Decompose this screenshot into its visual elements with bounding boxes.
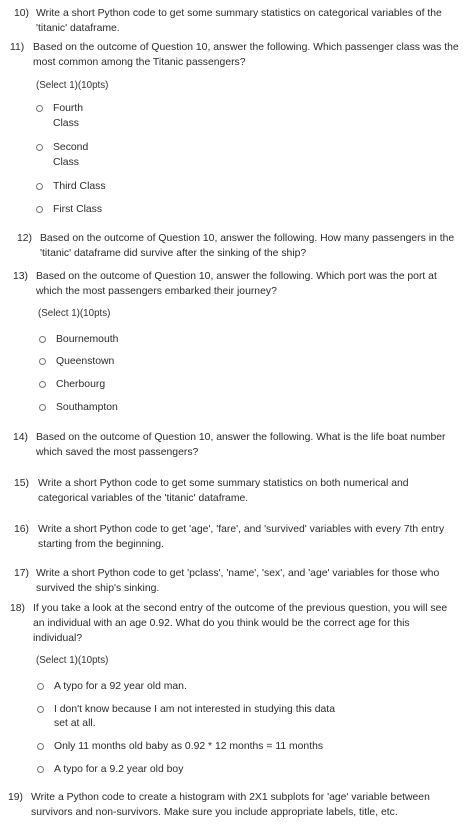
radio-button[interactable]: [37, 743, 44, 750]
option-label[interactable]: A typo for a 9.2 year old boy: [54, 764, 184, 775]
question-text-line: Based on the outcome of Question 10, answer the following. Which passenger class was the: [33, 42, 459, 53]
option-label[interactable]: I don't know because I am not interested in studying this data: [54, 704, 335, 715]
question-text-line: Write a short Python code to get some summary statistics on both numerical and: [38, 478, 409, 489]
option-label[interactable]: set at all.: [54, 718, 96, 729]
question-text-line: 'titanic' dataframe.: [36, 23, 120, 34]
question-text-line: Based on the outcome of Question 10, answer the following. What is the life boat number: [36, 432, 446, 443]
radio-button[interactable]: [36, 144, 43, 151]
option-label[interactable]: Queenstown: [56, 356, 115, 367]
question-number: 15): [14, 478, 30, 489]
question-text-line: which the most passengers embarked their journey?: [36, 286, 277, 297]
question-number: 13): [13, 271, 29, 282]
question-number: 12): [17, 233, 33, 244]
option-label[interactable]: Second: [53, 142, 89, 153]
question-number: 18): [10, 603, 26, 614]
question-text-line: most common among the Titanic passengers?: [33, 57, 246, 68]
question-text-line: Write a short Python code to get 'pclass', 'name', 'sex', and 'age' variables for those who: [36, 568, 440, 579]
option-label[interactable]: A typo for a 92 year old man.: [54, 681, 187, 692]
question-text-line: Write a Python code to create a histogram with 2X1 subplots for 'age' variable between: [31, 792, 430, 803]
option-label[interactable]: Cherbourg: [56, 379, 106, 390]
radio-button[interactable]: [37, 706, 44, 713]
select-instruction: (Select 1)(10pts): [38, 308, 111, 319]
question-text-line: Based on the outcome of Question 10, answer the following. How many passengers in the: [40, 233, 455, 244]
radio-button[interactable]: [37, 766, 44, 773]
question-text-line: If you take a look at the second entry of the outcome of the previous question, you will see: [33, 603, 448, 614]
question-text-line: Write a short Python code to get some summary statistics on categorical variables of the: [36, 8, 442, 19]
question-text-line: Write a short Python code to get 'age', 'fare', and 'survived' variables with every 7th entry: [38, 524, 445, 535]
radio-button[interactable]: [39, 336, 46, 343]
option-label[interactable]: Third Class: [53, 181, 106, 192]
question-text-line: which saved the most passengers?: [36, 447, 199, 458]
radio-button[interactable]: [36, 206, 43, 213]
select-instruction: (Select 1)(10pts): [36, 80, 109, 91]
question-text-line: 'titanic' dataframe did survive after the sinking of the ship?: [40, 248, 307, 259]
radio-button[interactable]: [39, 404, 46, 411]
option-label[interactable]: Only 11 months old baby as 0.92 * 12 months = 11 months: [54, 741, 324, 752]
question-number: 16): [14, 524, 30, 535]
option-label[interactable]: First Class: [53, 204, 103, 215]
question-text-line: Based on the outcome of Question 10, answer the following. Which port was the port at: [36, 271, 437, 282]
question-number: 14): [13, 432, 29, 443]
radio-button[interactable]: [39, 358, 46, 365]
option-label[interactable]: Bournemouth: [56, 334, 119, 345]
option-label[interactable]: Southampton: [56, 402, 118, 413]
radio-button[interactable]: [39, 381, 46, 388]
option-label[interactable]: Class: [53, 118, 79, 129]
question-text-line: individual?: [33, 633, 83, 644]
option-label[interactable]: Class: [53, 157, 79, 168]
question-text-line: survivors and non-survivors. Make sure you include appropriate labels, title, etc.: [31, 807, 398, 818]
question-text-line: categorical variables of the 'titanic' dataframe.: [38, 493, 249, 504]
option-label[interactable]: Fourth: [53, 103, 84, 114]
question-text-line: an individual with an age 0.92. What do you think would be the correct age for this: [33, 618, 410, 629]
question-text-line: survived the ship's sinking.: [36, 583, 160, 594]
question-text-line: starting from the beginning.: [38, 539, 164, 550]
radio-button[interactable]: [36, 105, 43, 112]
radio-button[interactable]: [36, 183, 43, 190]
question-number: 11): [10, 42, 25, 53]
select-instruction: (Select 1)(10pts): [36, 655, 109, 666]
question-number: 19): [8, 792, 24, 803]
question-number: 10): [14, 8, 30, 19]
question-number: 17): [14, 568, 30, 579]
radio-button[interactable]: [37, 683, 44, 690]
